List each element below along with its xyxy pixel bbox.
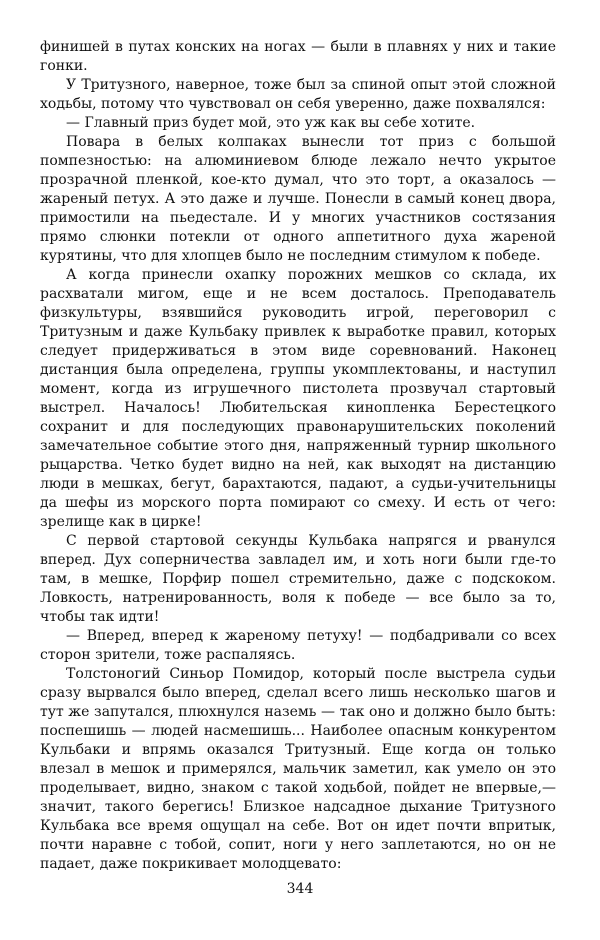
paragraph: Повара в белых колпаках вынесли тот приз с большой помпезностью: на алюминиевом блюде лежало нечто укрытое прозрачной пленкой, кое-кто думал, что это торт, а оказалось — жареный петух. А это даже и лучше. Понесли в самый конец двора, примостили на пьедестале. И у многих участников состязания прямо слюнки потекли от одного аппетитного духа жареной курятины, что для хлопцев было не последним стимулом к победе. [40, 134, 556, 264]
paragraph: финишей в путах конских на ногах — были в плавнях у них и такие гонки. [40, 39, 556, 74]
paragraph: Толстоногий Синьор Помидор, который после выстрела судьи сразу вырвался было вперед, сделал всего лишь несколько шагов и тут же запутался, плюхнулся наземь — так оно и должно было быть: поспешишь — людей насмешишь... Наиболее опасным конкурентом Кульбаки и впрямь оказался Тритузный. Еще когда он только влезал в мешок и примерялся, мальчик заметил, как умело он это проделывает, видно, знаком с такой ходьбой, пойдет не впервые,— значит, такого берегись! Близкое надсадное дыхание Тритузного Кульбака все время ощущал на себе. Вот он идет почти впритык, почти наравне с тобой, сопит, ноги у него заплетаются, но он не падает, даже покрикивает молодцевато: [40, 666, 556, 872]
paragraph: А когда принесли охапку порожних мешков со склада, их расхватали мигом, еще и не всем досталось. Преподаватель физкультуры, взявшийся руководить игрой, переговорил с Тритузным и даже Кульбаку привлек к выработке правил, которых следует придерживаться в этом виде соревнований. Наконец дистанция была определена, группы укомплектованы, и наступил момент, когда из игрушечного пистолета прозвучал стартовый выстрел. Началось! Любительская кинопленка Берестецкого сохранит и для последующих правонарушительских поколений замечательное событие этого дня, напряженный турнир школьного рыцарства. Четко будет видно на ней, как выходят на дистанцию люди в мешках, бегут, барахтаются, падают, а судьи-учительницы да шефы из морского порта помирают со смеху. И есть от чего: зрелище как в цирке! [40, 267, 556, 530]
page-text [40, 38, 556, 874]
page-number: 344 [286, 881, 314, 897]
paragraph: — Вперед, вперед к жареному петуху! — подбадривали со всех сторон зрители, тоже распаляясь. [40, 628, 556, 663]
paragraph: У Тритузного, наверное, тоже был за спиной опыт этой сложной ходьбы, потому что чувствовал он себя уверенно, даже похвалялся: [40, 77, 556, 112]
paragraph: С первой стартовой секунды Кульбака напрягся и рванулся вперед. Дух соперничества завладел им, и хоть ноги были где-то там, в мешке, Порфир пошел стремительно, даже с подскоком. Ловкость, натренированность, воля к победе — все было за то, чтобы так идти! [40, 533, 556, 625]
paragraph: — Главный приз будет мой, это уж как вы себе хотите. [66, 115, 476, 131]
